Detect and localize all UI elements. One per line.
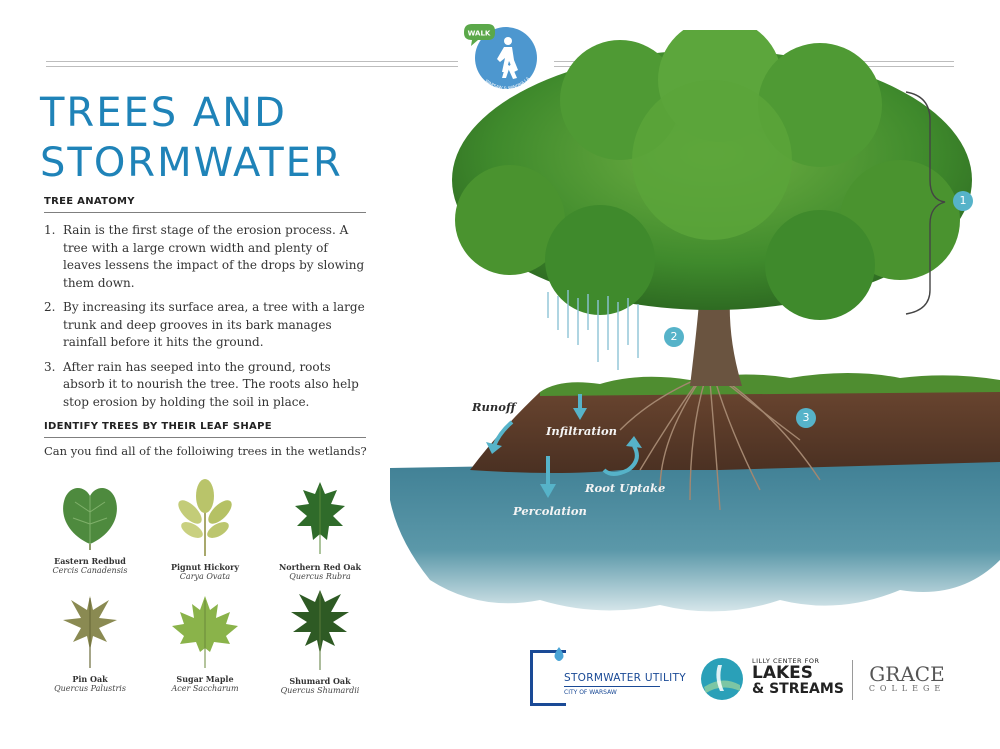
anatomy-item-number: 1.: [44, 223, 56, 237]
infiltration-label: Infiltration: [546, 424, 618, 438]
anatomy-item: [44, 222, 369, 292]
leaf-card-eastern-redbud: [35, 478, 145, 576]
anatomy-item: [44, 299, 369, 352]
callout-2: 2: [664, 327, 684, 347]
stormwater-utility-logo: [530, 650, 686, 708]
grass-line: [540, 373, 1000, 396]
page-title-line2: STORMWATER: [40, 140, 343, 186]
leaf-scientific-name: Acer Saccharum: [171, 684, 239, 693]
grace-logo-subtitle: COLLEGE: [868, 684, 946, 693]
callout-3: 3: [796, 408, 816, 428]
tree-stormwater-diagram: [390, 30, 1000, 630]
leaf-common-name: Sugar Maple: [176, 674, 234, 684]
anatomy-item-number: 2.: [44, 300, 56, 314]
pin-oak-leaf-icon: [55, 592, 125, 670]
leaf-card-pignut-hickory: [150, 478, 260, 582]
anatomy-item-text: By increasing its surface area, a tree with a large trunk and deep grooves in its bark manages rainfall before it hits the ground.: [63, 300, 365, 349]
lilly-center-emblem-icon: [700, 657, 744, 701]
root-uptake-label: Root Uptake: [585, 481, 666, 495]
page-title-line1: TREES AND: [40, 90, 287, 136]
tree-anatomy-list: [44, 222, 369, 418]
leaf-scientific-name: Cercis Canadensis: [52, 566, 128, 575]
leaf-common-name: Pin Oak: [72, 674, 108, 684]
leaf-card-pin-oak: [35, 592, 145, 694]
lilly-center-logo: [700, 655, 846, 703]
page-title: [40, 88, 400, 188]
callout-1: 1: [953, 191, 973, 211]
runoff-label: Runoff: [472, 400, 516, 414]
tree-anatomy-heading: TREE ANATOMY: [44, 196, 366, 213]
leaf-scientific-name: Quercus Palustris: [54, 684, 126, 693]
stormwater-logo-title: STORMWATER UTILITY: [564, 672, 686, 684]
compound-leaf-icon: [170, 478, 240, 558]
leaf-scientific-name: Carya Ovata: [179, 572, 231, 581]
groundwater: [390, 458, 1000, 611]
percolation-label: Percolation: [513, 504, 587, 518]
walk-label: WALK: [467, 29, 491, 38]
lilly-logo-top-text: LILLY CENTER FOR: [752, 657, 820, 665]
stormwater-logo-subtitle: CITY OF WARSAW: [564, 686, 660, 696]
water-drop-icon: [551, 646, 567, 662]
leaf-common-name: Shumard Oak: [289, 676, 351, 686]
maple-leaf-icon: [168, 592, 242, 670]
lilly-logo-line1: LAKES: [752, 663, 814, 683]
shumard-oak-leaf-icon: [285, 588, 355, 672]
leaf-card-sugar-maple: [150, 592, 260, 694]
anatomy-item-number: 3.: [44, 359, 56, 374]
oak-leaf-icon: [285, 478, 355, 558]
leaf-scientific-name: Quercus Shumardii: [280, 686, 360, 695]
lilly-logo-line2: & STREAMS: [752, 681, 844, 697]
leaf-card-shumard-oak: [265, 588, 375, 696]
leaf-scientific-name: Quercus Rubra: [289, 572, 351, 581]
logo-divider: [852, 660, 853, 700]
identify-trees-heading: IDENTIFY TREES BY THEIR LEAF SHAPE: [44, 421, 366, 438]
leaf-card-northern-red-oak: [265, 478, 375, 582]
leaf-common-name: Eastern Redbud: [54, 556, 126, 566]
identify-trees-prompt: Can you find all of the folloiwing trees in the wetlands?: [44, 444, 367, 458]
leaf-common-name: Northern Red Oak: [278, 562, 362, 572]
leaf-common-name: Pignut Hickory: [171, 562, 239, 572]
grace-logo-word: GRACE: [869, 662, 945, 686]
anatomy-item-text: Rain is the first stage of the erosion process. A tree with a large crown width and plenty of leaves lessens the impact of the drops by slowing them down.: [63, 223, 365, 290]
heart-leaf-icon: [55, 478, 125, 552]
anatomy-item-text: After rain has seeped into the ground, roots absorb it to nourish the tree. The roots also help stop erosion by holding the soil in place.: [63, 359, 359, 409]
anatomy-item: [44, 359, 369, 412]
tree-canopy: [452, 30, 972, 320]
walk-ring-text: WARSAW & WINONA LA: [484, 75, 531, 91]
grace-college-logo: [862, 664, 952, 694]
